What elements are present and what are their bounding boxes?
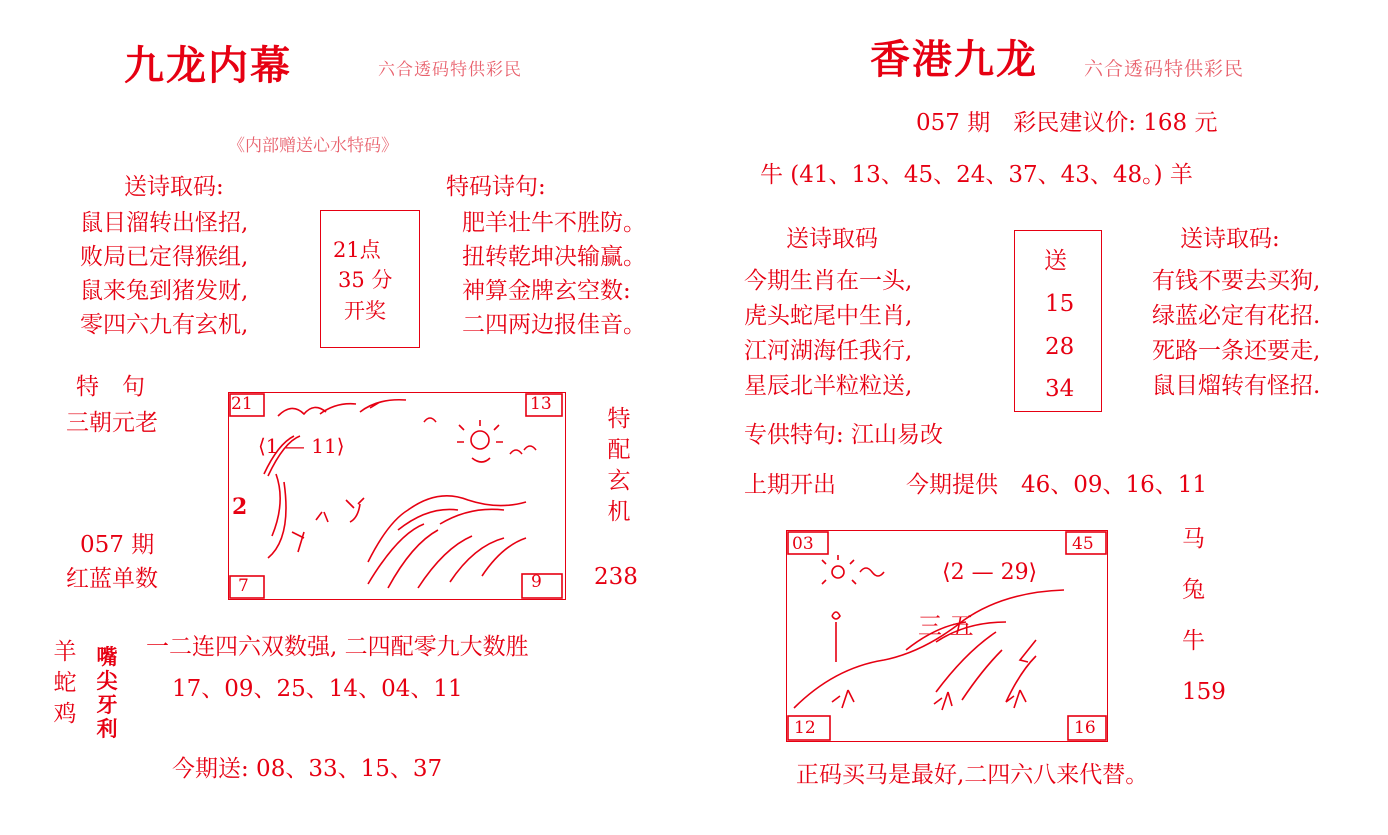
poem-line: 鼠来兔到猪发财, [80, 278, 249, 304]
right-corner-bottom-right: 16 [1074, 718, 1096, 738]
te-ju-value: 三朝元老 [66, 410, 158, 436]
left-corner-top-right: 13 [530, 394, 552, 414]
special-poem-label: 特码诗句: [446, 174, 546, 200]
right-picture-range: ⟨2 — 29⟩ [942, 560, 1038, 585]
special-line: 神算金牌玄空数: [462, 278, 631, 304]
right-poem-left [744, 270, 912, 398]
poem-line: 败局已定得猴组, [80, 244, 249, 270]
left-picture-digit: 2 [232, 494, 248, 520]
left-picture-range: ⟨1 — 11⟩ [258, 434, 345, 458]
left-corner-bottom-right: 9 [531, 572, 542, 592]
left-corner-top-left: 21 [231, 394, 253, 414]
draw-time-hour: 21点 [333, 238, 381, 262]
side-list-item: 牛 [1182, 628, 1205, 654]
last-open-label: 上期开出 [744, 472, 836, 498]
poem-line: 鼠目熘转有怪招. [1152, 373, 1321, 399]
left-corner-bottom-left: 7 [238, 576, 249, 596]
te-ju-label: 特 句 [76, 374, 145, 400]
poem-line: 鼠目溜转出怪招, [80, 210, 249, 236]
left-today-send: 今期送: 08、33、15、37 [172, 756, 443, 782]
left-picture-sketch [228, 392, 566, 600]
today-provide: 今期提供 46、09、16、11 [906, 472, 1208, 498]
right-corner-top-left: 03 [792, 534, 814, 554]
poem-line: 零四六九有玄机, [80, 312, 249, 338]
send-box-number: 15 [1045, 291, 1075, 317]
left-side-number: 238 [594, 564, 638, 590]
left-tip-numbers: 17、09、25、14、04、11 [172, 676, 463, 702]
poem-line: 江河湖海任我行, [744, 338, 913, 364]
poem-line: 星辰北半粒粒送, [744, 373, 913, 399]
special-line: 二四两边报佳音。 [462, 312, 646, 338]
left-issue: 057 期 [80, 532, 155, 558]
special-sentence: 专供特句: 江山易改 [744, 422, 944, 448]
side-list-item: 马 [1182, 526, 1205, 552]
left-color-hint: 红蓝单数 [66, 566, 158, 592]
side-list-item: 159 [1182, 679, 1226, 705]
special-line: 扭转乾坤决输赢。 [462, 244, 646, 270]
right-subtitle: 六合透码特供彩民 [1084, 58, 1245, 80]
send-box-number: 34 [1045, 376, 1075, 402]
poem-line: 绿蓝必定有花招. [1152, 303, 1321, 329]
right-poem-label-right: 送诗取码: [1180, 226, 1280, 252]
left-subtitle: 六合透码特供彩民 [378, 60, 522, 80]
draw-time-label: 开奖 [344, 299, 386, 323]
send-box-number: 28 [1045, 334, 1075, 360]
draw-time-minute: 35 分 [338, 268, 393, 292]
left-caption: 《内部赠送心水特码》 [228, 136, 398, 156]
left-poem [80, 212, 248, 337]
right-issue-price: 057 期 彩民建议价: 168 元 [916, 110, 1218, 136]
poem-line: 今期生肖在一头, [744, 268, 913, 294]
left-slogan-column: 嘴尖牙利 [96, 644, 118, 741]
right-title: 香港九龙 [870, 36, 1038, 83]
left-poem-label: 送诗取码: [124, 174, 224, 200]
poem-line: 有钱不要去买狗, [1152, 268, 1321, 294]
special-poem [462, 212, 646, 337]
right-side-list [1182, 528, 1226, 704]
left-side-vertical: 特配玄机 [607, 406, 631, 525]
left-zodiac-column: 羊蛇鸡 [53, 639, 77, 727]
right-picture-handwritten: 三 五 [918, 612, 974, 640]
side-list-item: 兔 [1182, 577, 1205, 603]
right-corner-bottom-left: 12 [794, 718, 816, 738]
right-poem-label-left: 送诗取码 [786, 226, 878, 252]
poem-line: 死路一条还要走, [1152, 338, 1321, 364]
right-corner-top-right: 45 [1072, 534, 1094, 554]
right-poem-right [1152, 270, 1320, 398]
left-title: 九龙内幕 [124, 42, 292, 89]
special-line: 肥羊壮牛不胜防。 [462, 210, 646, 236]
right-range-line: 牛 (41、13、45、24、37、43、48。) 羊 [760, 162, 1193, 188]
left-tip-line: 一二连四六双数强, 二四配零九大数胜 [146, 634, 529, 660]
send-box-label: 送 [1044, 248, 1067, 274]
poem-line: 虎头蛇尾中生肖, [744, 303, 913, 329]
right-footer: 正码买马是最好,二四六八来代替。 [796, 762, 1149, 788]
